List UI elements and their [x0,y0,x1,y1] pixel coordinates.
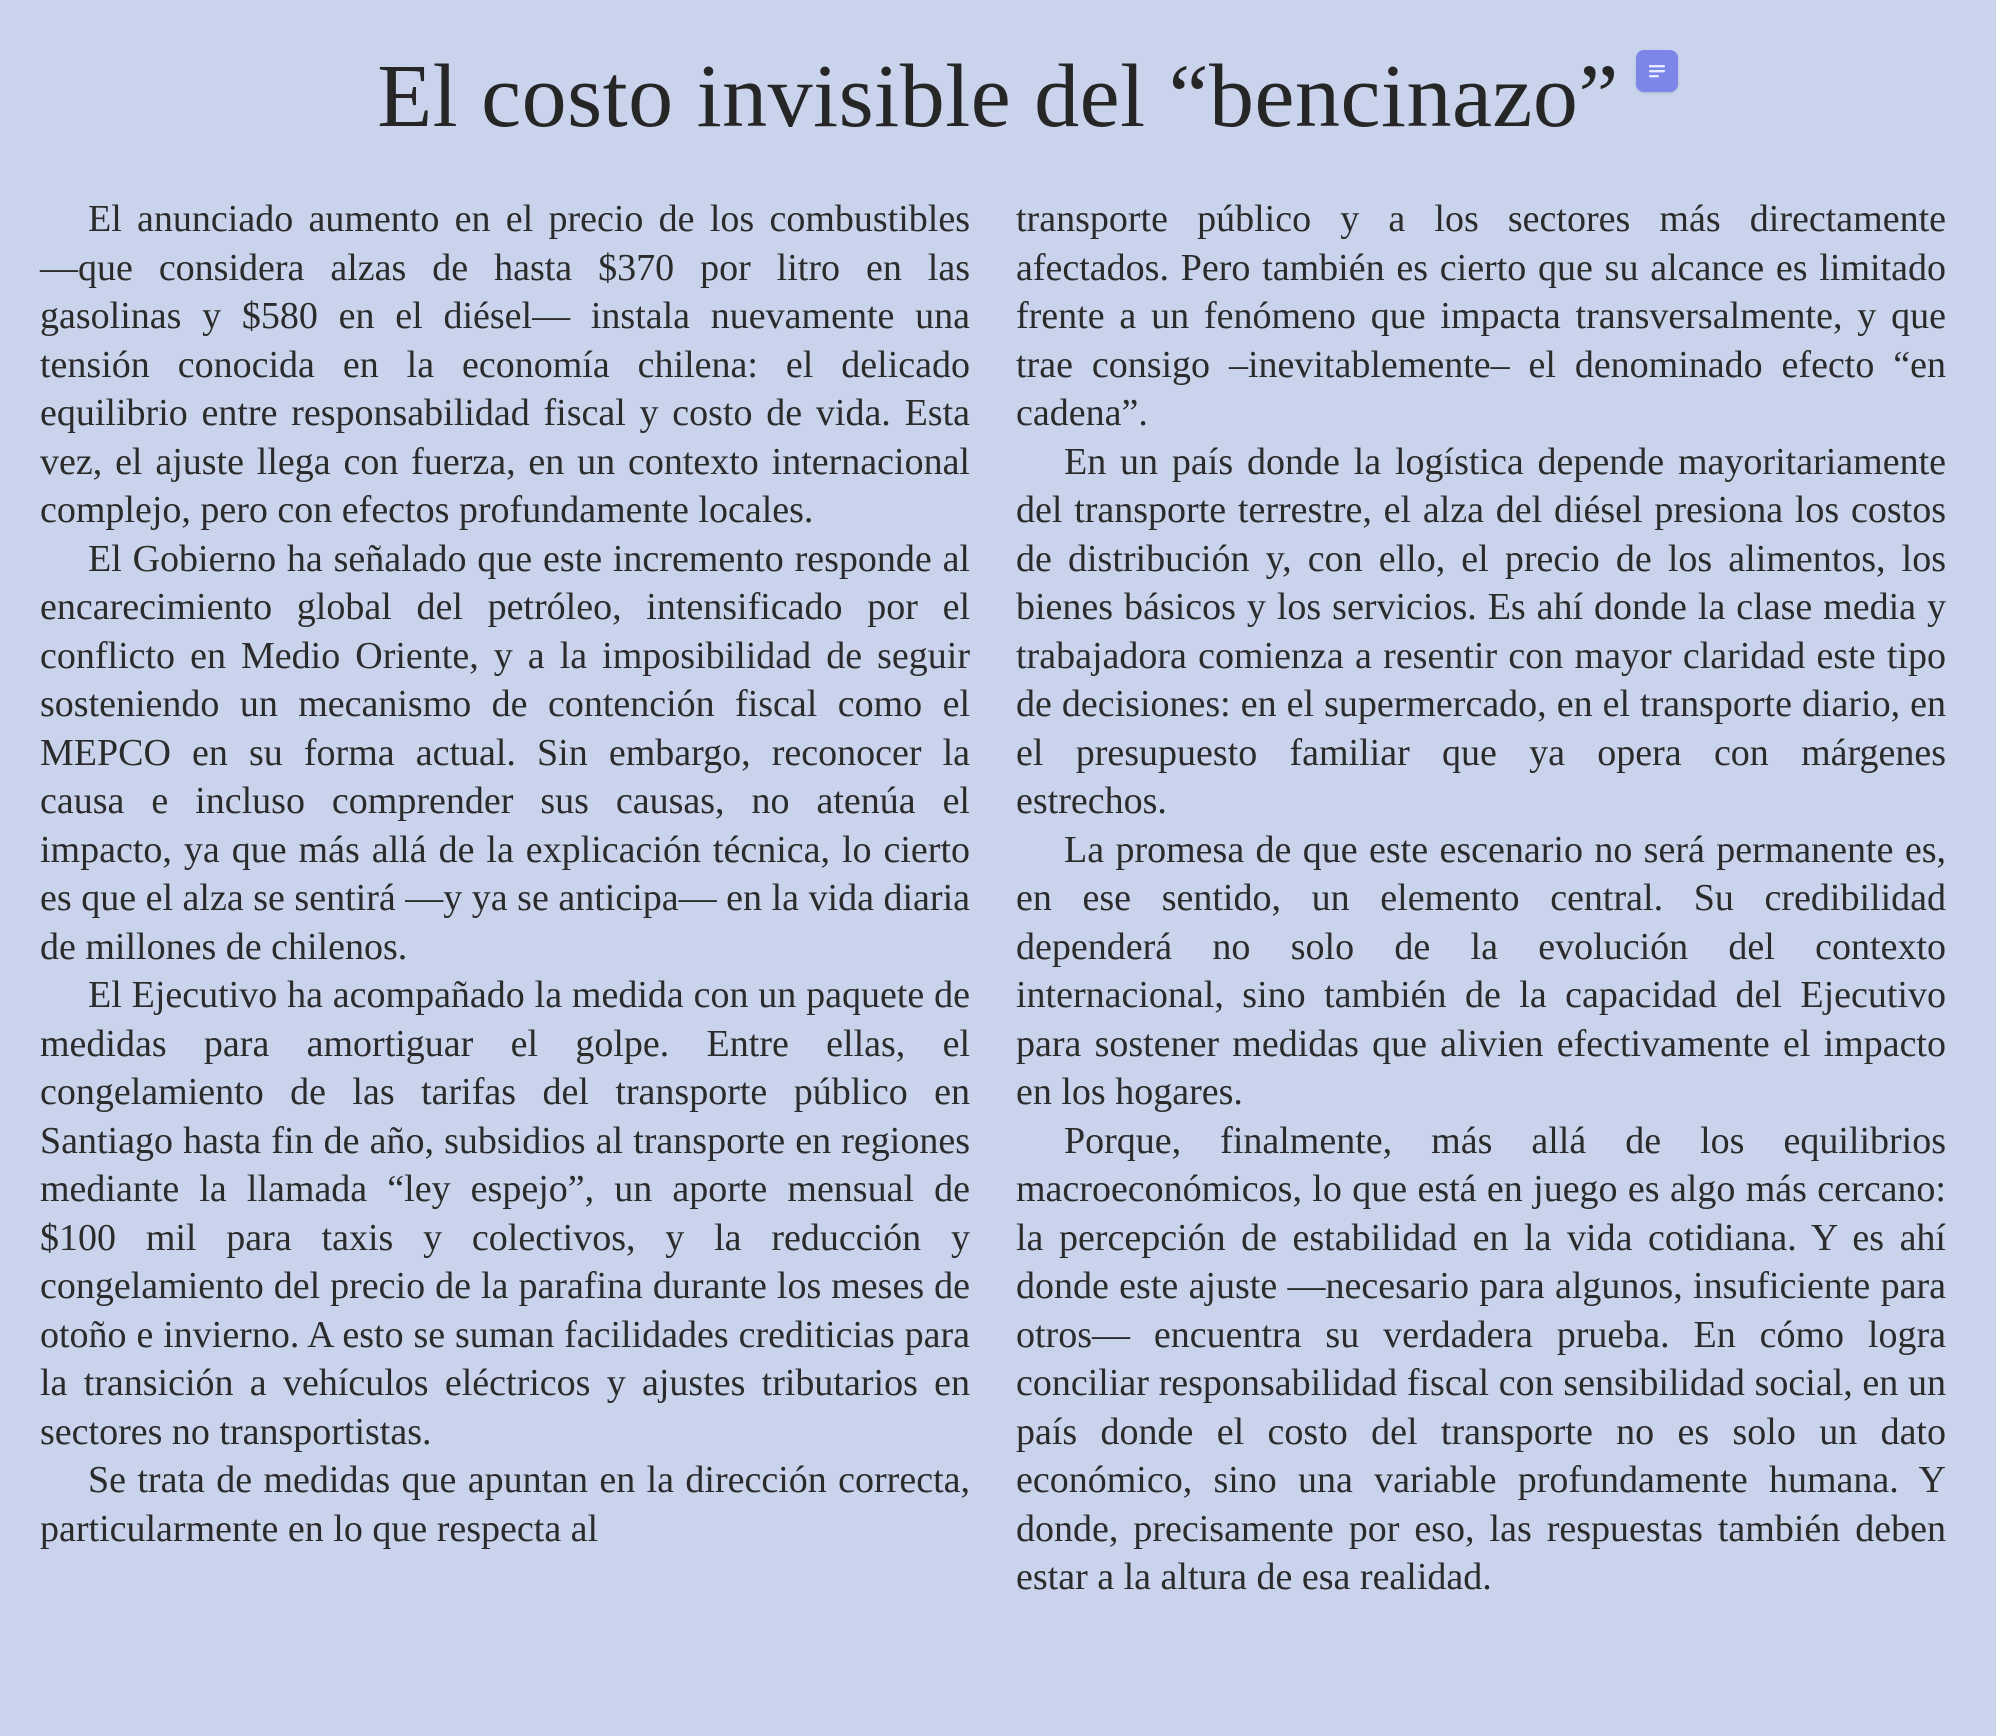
paragraph: El Ejecutivo ha acompañado la medida con un paquete de medidas para amortiguar el golpe. Entre ellas, el congelamiento de las tarifas del transporte público en Santiago hasta fin de año, subsidios al transporte en regiones mediante la llamada “ley espejo”, un aporte mensual de $100 mil para taxis y colectivos, y la reducción y congelamiento del precio de la parafina durante los meses de otoño e invierno. A esto se suman facilidades crediticias para la transición a vehículos eléctricos y ajustes tributarios en sectores no transportistas. [40,974,970,1453]
note-lines-icon [1636,50,1678,92]
note-icon[interactable] [1636,50,1678,92]
paragraph: La promesa de que este escenario no será permanente es, en ese sentido, un elemento central. Su credibilidad dependerá no solo de la evolución del contexto internacional, sino también de la capacidad del Ejecutivo para sostener medidas que alivien efectivamente el impacto en los hogares. [1016,828,1946,1113]
right-column [1016,195,1946,1602]
paragraph: Se trata de medidas que apuntan en la dirección correcta, particularmente en lo que respecta al [40,1459,970,1550]
left-column [40,195,970,1553]
paragraph-continuation: transporte público y a los sectores más directamente afectados. Pero también es cierto que su alcance es limitado frente a un fenómeno que impacta transversalmente, y que trae consigo –inevitablemente– el denominado efecto “en cadena”. [1016,198,1946,434]
paragraph: El anunciado aumento en el precio de los combustibles —que considera alzas de hasta $370 por litro en las gasolinas y $580 en el diésel— instala nuevamente una tensión conocida en la economía chilena: el delicado equilibrio entre responsabilidad fiscal y costo de vida. Esta vez, el ajuste llega con fuerza, en un contexto internacional complejo, pero con efectos profundamente locales. [40,198,970,531]
paragraph: El Gobierno ha señalado que este incremento responde al encarecimiento global del petróleo, intensificado por el conflicto en Medio Oriente, y a la imposibilidad de seguir sosteniendo un mecanismo de contención fiscal como el MEPCO en su forma actual. Sin embargo, reconocer la causa e incluso comprender sus causas, no atenúa el impacto, ya que más allá de la explicación técnica, lo cierto es que el alza se sentirá —y ya se anticipa— en la vida diaria de millones de chilenos. [40,537,970,968]
article-title: El costo invisible del “bencinazo” [377,47,1619,146]
paragraph: Porque, finalmente, más allá de los equilibrios macroeconómicos, lo que está en juego es algo más cercano: la percepción de estabilidad en la vida cotidiana. Y es ahí donde este ajuste —necesario para algunos, insuficiente para otros— encuentra su verdadera prueba. En cómo logra conciliar responsabilidad fiscal con sensibilidad social, en un país donde el costo del transporte no es solo un dato económico, sino una variable profundamente humana. Y donde, precisamente por eso, las respuestas también deben estar a la altura de esa realidad. [1016,1119,1946,1598]
headline-container [0,22,1996,172]
paragraph: En un país donde la logística depende mayoritariamente del transporte terrestre, el alza del diésel presiona los costos de distribución y, con ello, el precio de los alimentos, los bienes básicos y los servicios. Es ahí donde la clase media y trabajadora comienza a resentir con mayor claridad este tipo de decisiones: en el supermercado, en el transporte diario, en el presupuesto familiar que ya opera con márgenes estrechos. [1016,440,1946,822]
